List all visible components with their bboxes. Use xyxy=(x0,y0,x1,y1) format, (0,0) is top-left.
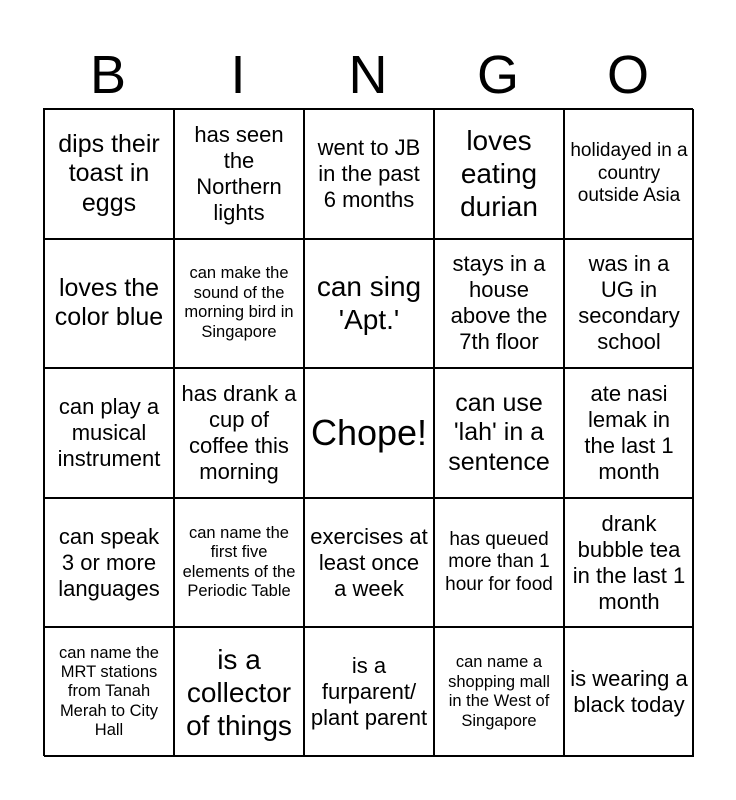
cell-text: has seen the Northern lights xyxy=(194,121,284,225)
cell-text: has drank a cup of coffee this morning xyxy=(181,381,297,484)
bingo-cell-r5-c5[interactable] xyxy=(564,627,694,757)
cell-text: can speak 3 or more languages xyxy=(58,523,160,601)
bingo-cell-r1-c2[interactable] xyxy=(174,109,304,239)
bingo-cell-r2-c2[interactable] xyxy=(174,239,304,369)
bingo-cell-r5-c1[interactable] xyxy=(44,627,174,757)
cell-text: can play a musical instrument xyxy=(57,394,161,471)
cell-text: stays in a house above the 7th floor xyxy=(450,251,548,355)
cell-text: is a furparent/ plant parent xyxy=(310,653,428,731)
cell-text: holidayed in a country outside Asia xyxy=(570,140,688,206)
bingo-cell-r4-c5[interactable] xyxy=(564,498,694,628)
cell-text: Chope! xyxy=(310,411,428,453)
cell-text: can sing 'Apt.' xyxy=(316,271,422,336)
bingo-cell-r5-c3[interactable] xyxy=(304,627,434,757)
header-letter-n: N xyxy=(348,45,388,105)
bingo-cell-r5-c4[interactable] xyxy=(434,627,564,757)
cell-text: can name a shopping mall in the West of Singapore xyxy=(448,653,550,730)
cell-text: can name the MRT stations from Tanah Merah to City Hall xyxy=(59,643,159,740)
bingo-board xyxy=(43,108,693,756)
bingo-cell-r1-c3[interactable] xyxy=(304,109,434,239)
bingo-cell-r1-c5[interactable] xyxy=(564,109,694,239)
cell-text: ate nasi lemak in the last 1 month xyxy=(584,381,674,484)
bingo-cell-r1-c4[interactable] xyxy=(434,109,564,239)
bingo-cell-r3-c1[interactable] xyxy=(44,368,174,498)
bingo-cell-r4-c1[interactable] xyxy=(44,498,174,628)
cell-text: is a collector of things xyxy=(186,643,292,741)
header-letter-b: B xyxy=(89,45,127,105)
cell-text: loves eating durian xyxy=(460,125,538,223)
cell-text: is wearing a black today xyxy=(570,666,688,718)
cell-text: went to JB in the past 6 months xyxy=(317,134,421,212)
bingo-cell-r5-c2[interactable] xyxy=(174,627,304,757)
cell-text: can name the first five elements of the Periodic Table xyxy=(182,523,296,601)
bingo-cell-free-space[interactable] xyxy=(304,368,434,498)
cell-text: was in a UG in secondary school xyxy=(578,251,680,355)
bingo-cell-r4-c3[interactable] xyxy=(304,498,434,628)
bingo-cell-r2-c1[interactable] xyxy=(44,239,174,369)
header-letter-o: O xyxy=(606,45,649,105)
bingo-cell-r3-c5[interactable] xyxy=(564,368,694,498)
bingo-cell-r4-c2[interactable] xyxy=(174,498,304,628)
header-letter-i: I xyxy=(230,45,246,105)
bingo-cell-r4-c4[interactable] xyxy=(434,498,564,628)
cell-text: dips their toast in eggs xyxy=(58,129,160,217)
cell-text: can make the sound of the morning bird in Singapore xyxy=(184,264,294,341)
cell-text: can use 'lah' in a sentence xyxy=(448,388,550,476)
bingo-cell-r3-c2[interactable] xyxy=(174,368,304,498)
bingo-cell-r2-c3[interactable] xyxy=(304,239,434,369)
bingo-cell-r2-c4[interactable] xyxy=(434,239,564,369)
bingo-header xyxy=(43,42,693,108)
header-letter-g: G xyxy=(476,45,519,105)
bingo-cell-r2-c5[interactable] xyxy=(564,239,694,369)
cell-text: loves the color blue xyxy=(54,273,164,332)
cell-text: has queued more than 1 hour for food xyxy=(445,528,553,595)
bingo-cell-r3-c4[interactable] xyxy=(434,368,564,498)
bingo-cell-r1-c1[interactable] xyxy=(44,109,174,239)
cell-text: exercises at least once a week xyxy=(310,523,428,601)
cell-text: drank bubble tea in the last 1 month xyxy=(572,510,686,614)
